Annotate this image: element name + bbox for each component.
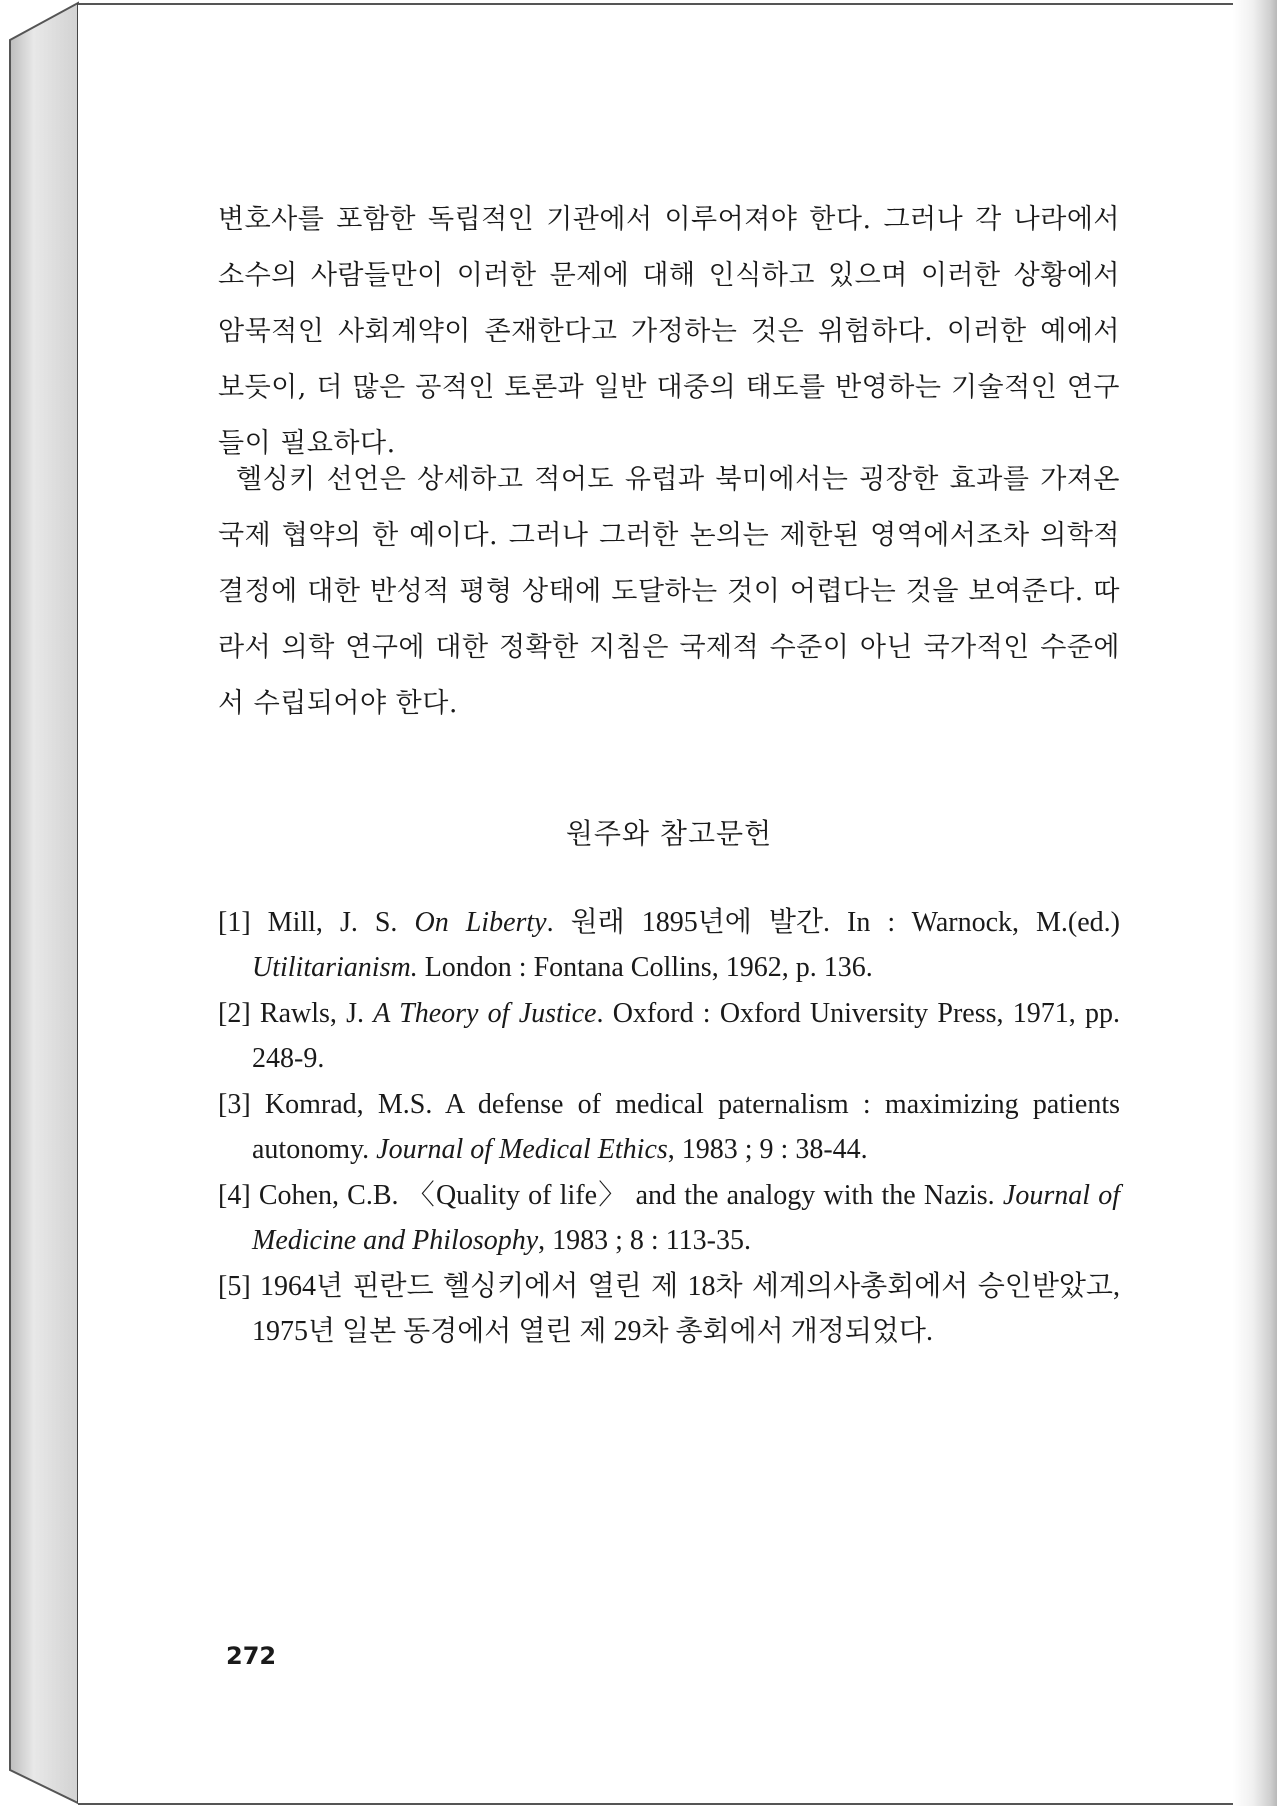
- reference-text: Mill, J. S.: [250, 907, 415, 938]
- reference-text: , 1983 ; 8 : 113-35.: [538, 1225, 751, 1256]
- reference-text: London : Fontana Collins, 1962, p. 136.: [417, 952, 873, 983]
- reference-text: Cohen, C.B. 〈Quality of life〉 and the analogy with the Nazis.: [250, 1180, 1003, 1211]
- reference-title: Journal of Medicine and Philosophy: [252, 1180, 1120, 1256]
- book-spine: [0, 0, 90, 1806]
- page-number: 272: [226, 1642, 277, 1670]
- reference-text: 1964년 핀란드 헬싱키에서 열린 제 18차 세계의사총회에서 승인받았고, 1975년 일본 동경에서 열린 제 29차 총회에서 개정되었다.: [250, 1271, 1120, 1347]
- reference-number: [5]: [218, 1271, 251, 1302]
- reference-number: [2]: [218, 998, 251, 1029]
- reference-title: Utilitarianism.: [252, 952, 418, 983]
- reference-text: , 1983 ; 9 : 38-44.: [667, 1134, 868, 1165]
- reference-item: [218, 991, 1120, 1081]
- reference-text: . Oxford : Oxford University Press, 1971, pp. 248-9.: [252, 998, 1120, 1074]
- section-heading: 원주와 참고문헌: [565, 817, 773, 850]
- reference-text: Rawls, J.: [250, 998, 374, 1029]
- reference-item: [218, 1082, 1120, 1172]
- body-paragraph-2: [218, 452, 1120, 732]
- reference-text: Komrad, M.S. A defense of medical paternalism : maximizing patients autonomy.: [250, 1089, 1120, 1165]
- reference-number: [3]: [218, 1089, 251, 1120]
- reference-title: Journal of Medical Ethics: [376, 1134, 668, 1165]
- paragraph-text: 변호사를 포함한 독립적인 기관에서 이루어져야 한다. 그러나 각 나라에서 소수의 사람들만이 이러한 문제에 대해 인식하고 있으며 이러한 상황에서 암묵적인 사회계약이 존재한다고 가정하는 것은 위험하다. 이러한 예에서 보듯이, 더 많은 공적인 토론과 일반 대중의 태도를 반영하는 기술적인 연구들이 필요하다.: [218, 204, 1120, 459]
- reference-item: [218, 900, 1120, 990]
- reference-item: [218, 1264, 1120, 1354]
- body-paragraph-1: [218, 192, 1120, 472]
- reference-item: [218, 1173, 1120, 1263]
- paragraph-text: 헬싱키 선언은 상세하고 적어도 유럽과 북미에서는 굉장한 효과를 가져온 국제 협약의 한 예이다. 그러나 그러한 논의는 제한된 영역에서조차 의학적 결정에 대한 반성적 평형 상태에 도달하는 것이 어렵다는 것을 보여준다. 따라서 의학 연구에 대한 정확한 지침은 국제적 수준이 아닌 국가적인 수준에서 수립되어야 한다.: [218, 464, 1120, 719]
- page-edge-shadow: [1233, 0, 1277, 1806]
- reference-title: A Theory of Justice: [373, 998, 597, 1029]
- reference-list: [218, 900, 1120, 1355]
- reference-number: [4]: [218, 1180, 251, 1211]
- reference-number: [1]: [218, 907, 251, 938]
- reference-text: . 원래 1895년에 발간. In : Warnock, M.(ed.): [546, 907, 1121, 938]
- reference-title: On Liberty: [414, 907, 547, 938]
